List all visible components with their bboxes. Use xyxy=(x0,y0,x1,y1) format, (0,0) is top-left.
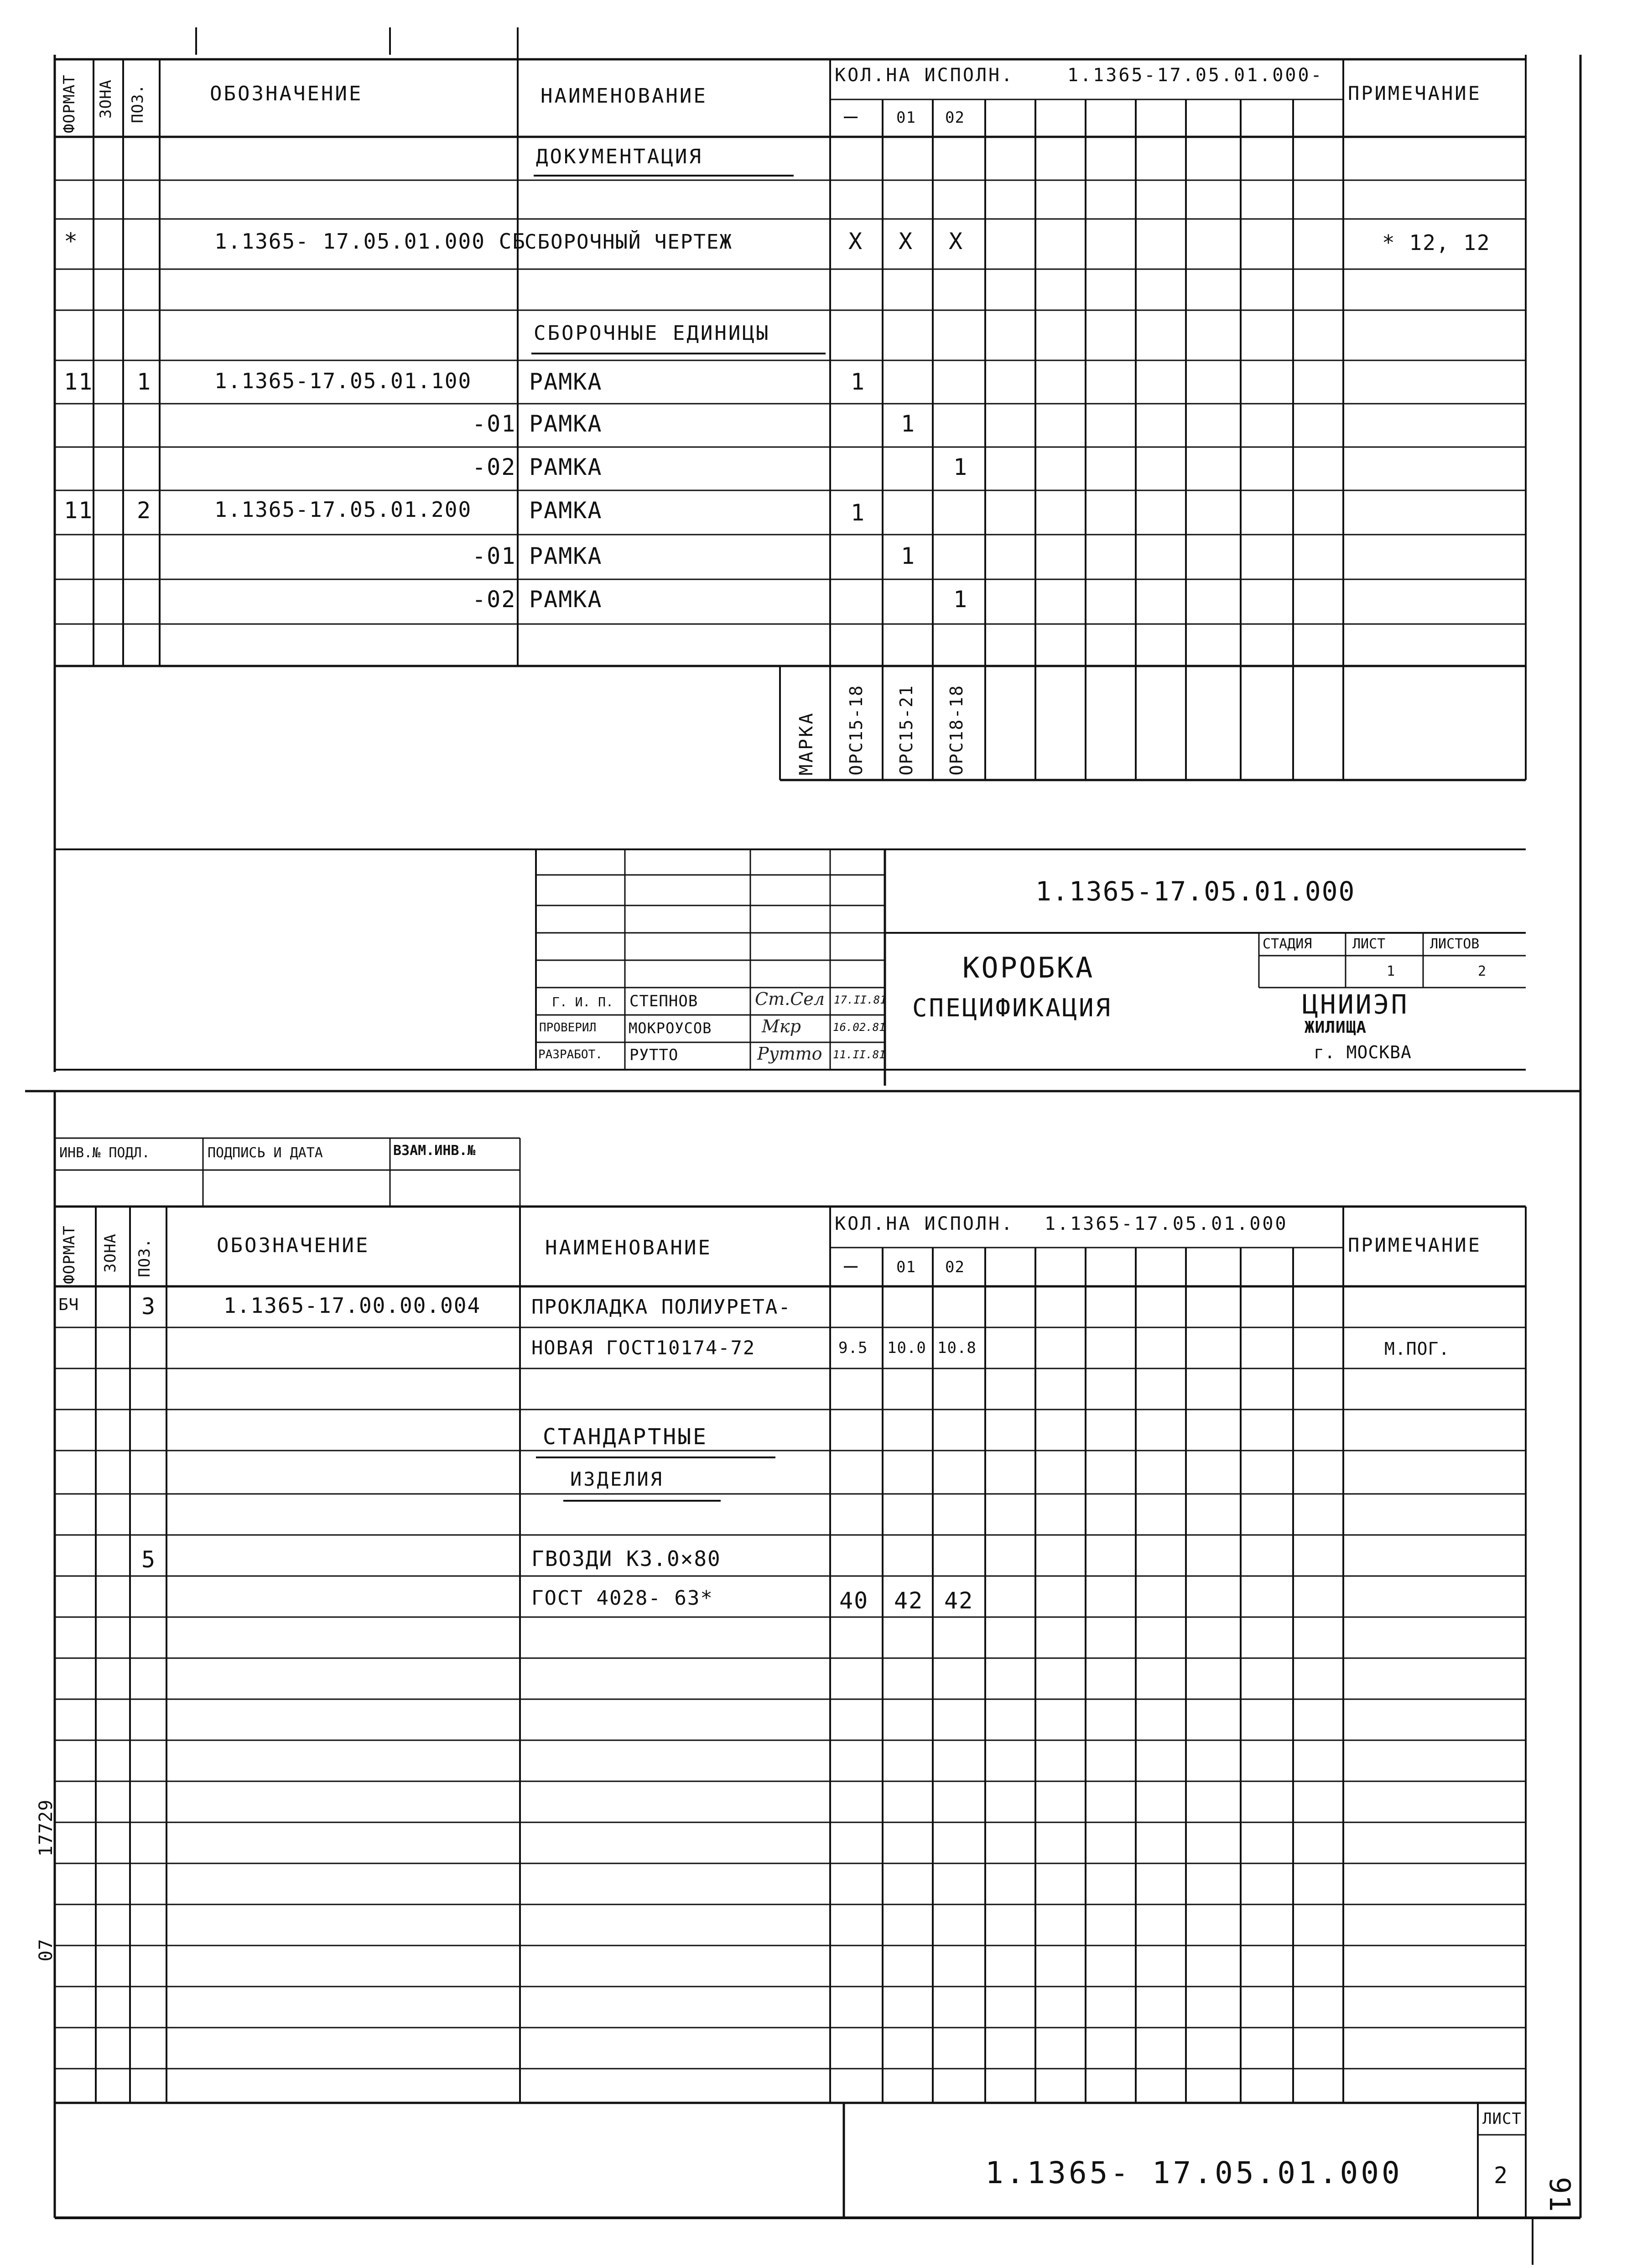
signer1-date: 17.II.81 xyxy=(834,994,887,1006)
b-row1-format: БЧ xyxy=(58,1295,79,1314)
row6-q3: 1 xyxy=(953,586,968,613)
b-row1-designation: 1.1365-17.00.00.004 xyxy=(224,1293,481,1318)
side-number: 17729 xyxy=(36,1799,57,1857)
section-documentation: ДОКУМЕНТАЦИЯ xyxy=(536,145,703,168)
row1-format: 11 xyxy=(64,369,94,395)
header-qty: КОЛ.НА ИСПОЛН. xyxy=(835,65,1014,86)
marka-label: МАРКА xyxy=(796,711,817,775)
row2-name: РАМКА xyxy=(529,411,603,437)
b-header-note: ПРИМЕЧАНИЕ xyxy=(1348,1234,1481,1256)
mark-2: ОРС15-21 xyxy=(896,684,916,775)
nail-q1: 40 xyxy=(839,1587,869,1614)
title-doc-number: 1.1365-17.05.01.000 xyxy=(1035,876,1356,907)
org-line3: г. МОСКВА xyxy=(1314,1042,1412,1062)
b-header-variant-01: 01 xyxy=(896,1258,916,1276)
b-header-variant-02: 02 xyxy=(945,1258,965,1276)
signer2-signature: Мкр xyxy=(762,1016,801,1036)
row4-q1: 1 xyxy=(851,499,866,526)
signer3-role: РАЗРАБОТ. xyxy=(538,1048,603,1061)
b-row1-pos: 3 xyxy=(141,1293,156,1320)
footer-doc-number: 1.1365- 17.05.01.000 xyxy=(985,2155,1403,2190)
b-row2-q2: 10.0 xyxy=(887,1339,926,1357)
signer3-date: 11.II.81 xyxy=(833,1048,886,1061)
stage-label: СТАДИЯ xyxy=(1263,936,1312,952)
row3-name: РАМКА xyxy=(529,454,603,480)
row2-q2: 1 xyxy=(901,411,916,437)
header-name: НАИМЕНОВАНИЕ xyxy=(541,84,707,108)
b-row2-q3: 10.8 xyxy=(937,1339,977,1357)
b-row2-name: НОВАЯ ГОСТ10174-72 xyxy=(531,1337,756,1359)
row5-name: РАМКА xyxy=(529,543,603,569)
sheets-value: 2 xyxy=(1478,963,1487,979)
doc-row-note: * 12, 12 xyxy=(1382,230,1491,255)
row6-name: РАМКА xyxy=(529,586,603,613)
inv-label: ИНВ.№ ПОДЛ. xyxy=(59,1145,150,1161)
doc-row-format: * xyxy=(64,228,79,255)
section-standard-1: СТАНДАРТНЫЕ xyxy=(543,1424,708,1450)
row1-q1: 1 xyxy=(851,369,866,395)
signer1-signature: Ст.Сел xyxy=(755,989,825,1009)
row5-q2: 1 xyxy=(901,543,916,569)
header-format: ФОРМАТ xyxy=(60,74,78,133)
signer2-date: 16.02.81 xyxy=(833,1021,886,1034)
signer1-name: СТЕПНОВ xyxy=(629,992,698,1010)
signer2-role: ПРОВЕРИЛ xyxy=(539,1021,597,1035)
row2-designation: -01 xyxy=(472,411,516,437)
row1-designation: 1.1365-17.05.01.100 xyxy=(214,369,472,393)
b-header-format: ФОРМАТ xyxy=(60,1225,78,1284)
signer2-name: МОКРОУСОВ xyxy=(629,1020,712,1037)
header-designation: ОБОЗНАЧЕНИЕ xyxy=(210,82,363,105)
doc-row-q3: X xyxy=(949,228,964,255)
doc-row-q1: X xyxy=(848,228,863,255)
header-variant-01: 01 xyxy=(896,109,916,127)
b-header-pos: ПОЗ. xyxy=(135,1238,154,1277)
b-header-zone: ЗОНА xyxy=(101,1233,120,1273)
row4-name: РАМКА xyxy=(529,497,603,524)
signer1-role: Г. И. П. xyxy=(552,994,613,1009)
signer3-signature: Рутто xyxy=(757,1044,822,1064)
header-zone: ЗОНА xyxy=(97,79,115,119)
nail-name-1: ГВОЗДИ К3.0×80 xyxy=(531,1546,721,1571)
b-header-name: НАИМЕНОВАНИЕ xyxy=(545,1236,712,1259)
nail-q3: 42 xyxy=(944,1587,974,1614)
page-number: 91 xyxy=(1543,2177,1576,2213)
mark-3: ОРС18-18 xyxy=(946,684,967,775)
b-row2-note: М.ПОГ. xyxy=(1384,1339,1450,1359)
nail-name-2: ГОСТ 4028- 63* xyxy=(531,1587,713,1610)
row5-designation: -01 xyxy=(472,543,516,569)
section-standard-2: ИЗДЕЛИЯ xyxy=(570,1468,664,1490)
footer-sheet-value: 2 xyxy=(1494,2162,1509,2189)
sheets-label: ЛИСТОВ xyxy=(1430,936,1480,952)
section-assemblies: СБОРОЧНЫЕ ЕДИНИЦЫ xyxy=(534,322,770,345)
inv-sign-label: ПОДПИСЬ И ДАТА xyxy=(208,1145,323,1161)
side-code: 07 xyxy=(36,1938,57,1961)
row1-pos: 1 xyxy=(137,369,152,395)
b-row2-q1: 9.5 xyxy=(838,1339,868,1357)
nail-pos: 5 xyxy=(141,1546,156,1573)
nail-q2: 42 xyxy=(894,1587,924,1614)
row4-designation: 1.1365-17.05.01.200 xyxy=(214,497,472,522)
b-header-designation: ОБОЗНАЧЕНИЕ xyxy=(217,1234,370,1257)
b-header-qty-doc-ref: 1.1365-17.05.01.000 xyxy=(1045,1213,1288,1234)
header-variant-dash: — xyxy=(844,103,859,129)
b-header-variant-dash: — xyxy=(844,1252,859,1279)
row4-pos: 2 xyxy=(137,497,152,524)
row1-name: РАМКА xyxy=(529,369,603,395)
row4-format: 11 xyxy=(64,497,94,524)
sheet-value: 1 xyxy=(1387,963,1395,979)
row6-designation: -02 xyxy=(472,586,516,613)
header-pos: ПОЗ. xyxy=(129,84,147,123)
footer-sheet-label: ЛИСТ xyxy=(1482,2110,1522,2128)
doc-row-designation: 1.1365- 17.05.01.000 СБ xyxy=(214,229,526,254)
title-line1: КОРОБКА xyxy=(962,951,1095,984)
sheet-label: ЛИСТ xyxy=(1352,936,1386,952)
header-variant-02: 02 xyxy=(945,109,965,127)
b-row1-name: ПРОКЛАДКА ПОЛИУРЕТА- xyxy=(531,1295,791,1319)
header-qty-doc-ref: 1.1365-17.05.01.000- xyxy=(1067,65,1324,86)
inv-replace-label: ВЗАМ.ИНВ.№ xyxy=(393,1143,476,1159)
row3-designation: -02 xyxy=(472,454,516,480)
org-line1: ЦНИИЭП xyxy=(1302,989,1409,1020)
row3-q3: 1 xyxy=(953,454,968,480)
header-note: ПРИМЕЧАНИЕ xyxy=(1348,82,1481,104)
title-line2: СПЕЦИФИКАЦИЯ xyxy=(912,994,1112,1022)
mark-1: ОРС15-18 xyxy=(846,684,866,775)
doc-row-name: СБОРОЧНЫЙ ЧЕРТЕЖ xyxy=(525,230,733,254)
doc-row-q2: X xyxy=(899,228,914,255)
signer3-name: РУТТО xyxy=(629,1046,679,1064)
b-header-qty: КОЛ.НА ИСПОЛН. xyxy=(835,1213,1014,1234)
org-line2: ЖИЛИЩА xyxy=(1305,1018,1367,1037)
